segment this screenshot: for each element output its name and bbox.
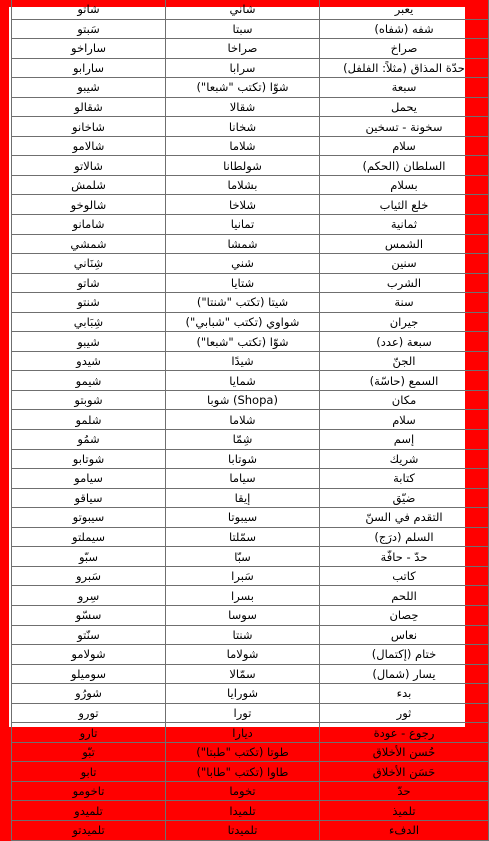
translit-cell: شِنَاني	[12, 254, 166, 274]
aramaic-arabic-cell: شوتابا	[166, 449, 320, 469]
aramaic-arabic-cell: تورا	[166, 703, 320, 723]
translit-cell: سَبتو	[12, 19, 166, 39]
arabic-meaning-cell: ثور	[320, 703, 489, 723]
table-row	[12, 410, 489, 430]
table-row	[12, 273, 489, 293]
translit-cell: شمُو	[12, 430, 166, 450]
translit-cell: شالوخو	[12, 195, 166, 215]
table-row	[12, 469, 489, 489]
translit-cell: تبّو	[12, 742, 166, 762]
arabic-meaning-cell: سبعة (عدد)	[320, 332, 489, 352]
table-row	[12, 195, 489, 215]
aramaic-arabic-cell: شولطانا	[166, 156, 320, 176]
aramaic-arabic-cell: شني	[166, 254, 320, 274]
arabic-meaning-cell: حدّ	[320, 781, 489, 801]
arabic-meaning-cell: اللحم	[320, 586, 489, 606]
translit-cell: شامانو	[12, 215, 166, 235]
table-row	[12, 801, 489, 821]
translit-cell: شوتابو	[12, 449, 166, 469]
translit-cell: سيبوتو	[12, 508, 166, 528]
translit-cell: سنّتو	[12, 625, 166, 645]
table-row	[12, 527, 489, 547]
aramaic-arabic-cell: صراخا	[166, 39, 320, 59]
translit-cell: شقالو	[12, 97, 166, 117]
arabic-meaning-cell: بدء	[320, 684, 489, 704]
translit-cell: سارابو	[12, 58, 166, 78]
table-row	[12, 605, 489, 625]
table-row	[12, 586, 489, 606]
aramaic-arabic-cell: سوسا	[166, 605, 320, 625]
arabic-meaning-cell: التقدم في السنّ	[320, 508, 489, 528]
translit-cell: سِرو	[12, 586, 166, 606]
aramaic-arabic-cell: شخانا	[166, 117, 320, 137]
arabic-meaning-cell: حُسن الأخلاق	[320, 742, 489, 762]
translit-cell: شاتو	[12, 0, 166, 19]
aramaic-arabic-cell: شيتا (تكتب "شنتا")	[166, 293, 320, 313]
aramaic-arabic-cell: شنتا	[166, 625, 320, 645]
table-row	[12, 371, 489, 391]
arabic-meaning-cell: يعبر	[320, 0, 489, 19]
arabic-meaning-cell: شريك	[320, 449, 489, 469]
aramaic-arabic-cell: شورايا	[166, 684, 320, 704]
aramaic-arabic-cell: إيقا	[166, 488, 320, 508]
arabic-meaning-cell: يسار (شمال)	[320, 664, 489, 684]
aramaic-arabic-cell: شلاما	[166, 136, 320, 156]
translit-cell: سيامو	[12, 469, 166, 489]
translit-cell: تاخومو	[12, 781, 166, 801]
translit-cell: شورُو	[12, 684, 166, 704]
aramaic-arabic-cell: شوّا (تكتب "شبعا")	[166, 78, 320, 98]
arabic-meaning-cell: الجنّ	[320, 351, 489, 371]
table-row	[12, 19, 489, 39]
aramaic-arabic-cell: تمانيا	[166, 215, 320, 235]
arabic-meaning-cell: الدفء	[320, 820, 489, 840]
table-row	[12, 117, 489, 137]
translit-cell: شوبتو	[12, 390, 166, 410]
arabic-meaning-cell: إسم	[320, 430, 489, 450]
translit-cell: شلمو	[12, 410, 166, 430]
translit-cell: شاخانو	[12, 117, 166, 137]
table-row	[12, 488, 489, 508]
table-row	[12, 390, 489, 410]
translit-cell: شيبو	[12, 78, 166, 98]
table-row	[12, 351, 489, 371]
aramaic-arabic-cell: شلاخا	[166, 195, 320, 215]
arabic-meaning-cell: نعاس	[320, 625, 489, 645]
arabic-meaning-cell: سخونة - تسخين	[320, 117, 489, 137]
table-row	[12, 39, 489, 59]
aramaic-arabic-cell: سبّا	[166, 547, 320, 567]
table-row	[12, 449, 489, 469]
table-row	[12, 332, 489, 352]
arabic-meaning-cell: السمع (حاسّة)	[320, 371, 489, 391]
table-row	[12, 508, 489, 528]
translit-cell: شنتو	[12, 293, 166, 313]
arabic-meaning-cell: كاتب	[320, 566, 489, 586]
arabic-meaning-cell: حدّة المذاق (مثلاً: الفلفل)	[320, 58, 489, 78]
arabic-meaning-cell: سبعة	[320, 78, 489, 98]
aramaic-arabic-cell: شتايا	[166, 273, 320, 293]
translit-cell: تارو	[12, 723, 166, 743]
table-row	[12, 645, 489, 665]
arabic-meaning-cell: السلطان (الحكم)	[320, 156, 489, 176]
arabic-meaning-cell: ختام (إكتمال)	[320, 645, 489, 665]
arabic-meaning-cell: الشرب	[320, 273, 489, 293]
arabic-meaning-cell: سلام	[320, 410, 489, 430]
translit-cell: سبّو	[12, 547, 166, 567]
aramaic-arabic-cell: تلميدا	[166, 801, 320, 821]
translit-cell: شيمو	[12, 371, 166, 391]
table-row	[12, 234, 489, 254]
translit-cell: شمشي	[12, 234, 166, 254]
aramaic-arabic-cell: بسرا	[166, 586, 320, 606]
arabic-meaning-cell: سنين	[320, 254, 489, 274]
document-page	[9, 2, 465, 838]
arabic-meaning-cell: ثمانية	[320, 215, 489, 235]
arabic-meaning-cell: صراخ	[320, 39, 489, 59]
arabic-meaning-cell: مكان	[320, 390, 489, 410]
table-row	[12, 97, 489, 117]
arabic-meaning-cell: حدّ - حافّة	[320, 547, 489, 567]
translit-cell: سسّو	[12, 605, 166, 625]
aramaic-arabic-cell: تلميدتا	[166, 820, 320, 840]
aramaic-arabic-cell: شِمّا	[166, 430, 320, 450]
translit-cell: تابو	[12, 762, 166, 782]
aramaic-arabic-cell: ديارا	[166, 723, 320, 743]
table-row	[12, 703, 489, 723]
translit-cell: تلميدتو	[12, 820, 166, 840]
translit-cell: شِبَابي	[12, 312, 166, 332]
aramaic-arabic-cell: سبتا	[166, 19, 320, 39]
aramaic-arabic-cell: شيدًا	[166, 351, 320, 371]
table-row	[12, 781, 489, 801]
arabic-meaning-cell: ضيّق	[320, 488, 489, 508]
table-row	[12, 684, 489, 704]
table-row	[12, 430, 489, 450]
aramaic-arabic-cell: سمّلتا	[166, 527, 320, 547]
table-row	[12, 156, 489, 176]
aramaic-arabic-cell: شمايا	[166, 371, 320, 391]
translit-cell: شالاتو	[12, 156, 166, 176]
translit-cell: تورو	[12, 703, 166, 723]
aramaic-arabic-cell: طاوا (تكتب "طابا")	[166, 762, 320, 782]
translit-cell: شالامو	[12, 136, 166, 156]
aramaic-arabic-cell: سرابا	[166, 58, 320, 78]
table-row	[12, 820, 489, 840]
aramaic-arabic-cell: سَبرا	[166, 566, 320, 586]
translit-cell: سياقو	[12, 488, 166, 508]
aramaic-arabic-cell: تخوما	[166, 781, 320, 801]
arabic-meaning-cell: حَسَن الأخلاق	[320, 762, 489, 782]
table-row	[12, 0, 489, 19]
aramaic-arabic-cell: شمشا	[166, 234, 320, 254]
arabic-meaning-cell: كتابة	[320, 469, 489, 489]
translit-cell: شيدو	[12, 351, 166, 371]
translit-cell: شيبو	[12, 332, 166, 352]
arabic-meaning-cell: السلم (درَج)	[320, 527, 489, 547]
aramaic-arabic-cell: شقالا	[166, 97, 320, 117]
table-row	[12, 136, 489, 156]
table-row	[12, 175, 489, 195]
translit-cell: شولامو	[12, 645, 166, 665]
table-row	[12, 625, 489, 645]
aramaic-arabic-cell: سياما	[166, 469, 320, 489]
arabic-meaning-cell: حِصان	[320, 605, 489, 625]
table-row	[12, 723, 489, 743]
arabic-meaning-cell: شفه (شفاه)	[320, 19, 489, 39]
arabic-meaning-cell: رجوع - عودة	[320, 723, 489, 743]
aramaic-arabic-cell: شوبا (Shopa)	[166, 390, 320, 410]
vocabulary-table	[11, 0, 489, 841]
arabic-meaning-cell: الشمس	[320, 234, 489, 254]
table-row	[12, 78, 489, 98]
aramaic-arabic-cell: شلاما	[166, 410, 320, 430]
table-row	[12, 215, 489, 235]
table-row	[12, 58, 489, 78]
arabic-meaning-cell: سنة	[320, 293, 489, 313]
table-row	[12, 664, 489, 684]
aramaic-arabic-cell: شواوي (تكتب "شبابي")	[166, 312, 320, 332]
table-row	[12, 762, 489, 782]
translit-cell: شلمش	[12, 175, 166, 195]
translit-cell: سيملتو	[12, 527, 166, 547]
table-row	[12, 312, 489, 332]
aramaic-arabic-cell: شولاما	[166, 645, 320, 665]
table-row	[12, 254, 489, 274]
arabic-meaning-cell: بسلام	[320, 175, 489, 195]
table-row	[12, 566, 489, 586]
vocabulary-table-body	[12, 0, 489, 840]
aramaic-arabic-cell: شوّا (تكتب "شبعا")	[166, 332, 320, 352]
arabic-meaning-cell: يحمل	[320, 97, 489, 117]
table-row	[12, 293, 489, 313]
translit-cell: شاتو	[12, 273, 166, 293]
translit-cell: سَبرو	[12, 566, 166, 586]
aramaic-arabic-cell: طوتا (تكتب "طبتا")	[166, 742, 320, 762]
arabic-meaning-cell: سلام	[320, 136, 489, 156]
aramaic-arabic-cell: بشلاما	[166, 175, 320, 195]
arabic-meaning-cell: خلع الثياب	[320, 195, 489, 215]
aramaic-arabic-cell: سيبوتا	[166, 508, 320, 528]
arabic-meaning-cell: تلميذ	[320, 801, 489, 821]
table-row	[12, 547, 489, 567]
table-row	[12, 742, 489, 762]
translit-cell: سوميلو	[12, 664, 166, 684]
arabic-meaning-cell: جيران	[320, 312, 489, 332]
aramaic-arabic-cell: سمّالا	[166, 664, 320, 684]
translit-cell: تلميدو	[12, 801, 166, 821]
translit-cell: ساراخو	[12, 39, 166, 59]
aramaic-arabic-cell: شاني	[166, 0, 320, 19]
